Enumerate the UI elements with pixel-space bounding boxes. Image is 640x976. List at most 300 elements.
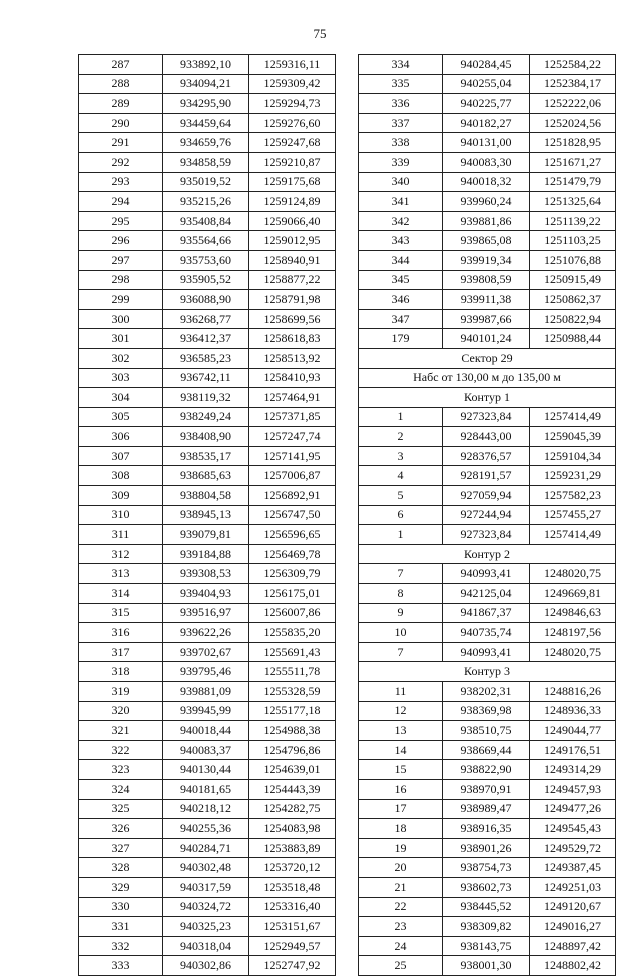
y-coordinate: 1254988,38 (249, 721, 336, 741)
table-row (359, 309, 616, 329)
y-coordinate: 1256469,78 (249, 544, 336, 564)
point-number: 343 (359, 231, 443, 251)
y-coordinate: 1251479,79 (530, 172, 616, 192)
table-row (79, 662, 336, 682)
table-row (359, 858, 616, 878)
y-coordinate: 1259247,68 (249, 133, 336, 153)
y-coordinate: 1252747,92 (249, 956, 336, 976)
x-coordinate: 940318,04 (163, 936, 249, 956)
section-heading-row (359, 388, 616, 408)
point-number: 323 (79, 760, 163, 780)
y-coordinate: 1257582,23 (530, 486, 616, 506)
y-coordinate: 1252222,06 (530, 94, 616, 114)
table-row (79, 721, 336, 741)
x-coordinate: 939404,93 (163, 584, 249, 604)
x-coordinate: 940182,27 (443, 113, 530, 133)
x-coordinate: 940083,30 (443, 152, 530, 172)
y-coordinate: 1259309,42 (249, 74, 336, 94)
table-row (359, 152, 616, 172)
y-coordinate: 1249016,27 (530, 917, 616, 937)
x-coordinate: 938408,90 (163, 427, 249, 447)
point-number: 299 (79, 290, 163, 310)
y-coordinate: 1259012,95 (249, 231, 336, 251)
table-row (79, 956, 336, 976)
table-row (79, 819, 336, 839)
point-number: 20 (359, 858, 443, 878)
x-coordinate: 939911,38 (443, 290, 530, 310)
table-row (79, 211, 336, 231)
x-coordinate: 938669,44 (443, 740, 530, 760)
x-coordinate: 940018,44 (163, 721, 249, 741)
x-coordinate: 938685,63 (163, 466, 249, 486)
x-coordinate: 927323,84 (443, 525, 530, 545)
x-coordinate: 934295,90 (163, 94, 249, 114)
x-coordinate: 940735,74 (443, 623, 530, 643)
point-number: 293 (79, 172, 163, 192)
point-number: 15 (359, 760, 443, 780)
y-coordinate: 1258699,56 (249, 309, 336, 329)
table-row (359, 877, 616, 897)
y-coordinate: 1249044,77 (530, 721, 616, 741)
x-coordinate: 934858,59 (163, 152, 249, 172)
table-row (359, 172, 616, 192)
point-number: 304 (79, 388, 163, 408)
y-coordinate: 1257247,74 (249, 427, 336, 447)
y-coordinate: 1248020,75 (530, 642, 616, 662)
y-coordinate: 1254639,01 (249, 760, 336, 780)
point-number: 288 (79, 74, 163, 94)
y-coordinate: 1259276,60 (249, 113, 336, 133)
y-coordinate: 1259175,68 (249, 172, 336, 192)
y-coordinate: 1250862,37 (530, 290, 616, 310)
y-coordinate: 1254282,75 (249, 799, 336, 819)
point-number: 4 (359, 466, 443, 486)
x-coordinate: 938143,75 (443, 936, 530, 956)
x-coordinate: 938369,98 (443, 701, 530, 721)
table-row (359, 466, 616, 486)
table-row (359, 525, 616, 545)
table-row (79, 329, 336, 349)
point-number: 309 (79, 486, 163, 506)
y-coordinate: 1248897,42 (530, 936, 616, 956)
point-number: 17 (359, 799, 443, 819)
x-coordinate: 938754,73 (443, 858, 530, 878)
point-number: 8 (359, 584, 443, 604)
point-number: 344 (359, 250, 443, 270)
table-row (79, 309, 336, 329)
x-coordinate: 939184,88 (163, 544, 249, 564)
y-coordinate: 1257414,49 (530, 407, 616, 427)
table-row (359, 94, 616, 114)
x-coordinate: 935905,52 (163, 270, 249, 290)
section-heading: Контур 3 (359, 662, 616, 682)
point-number: 333 (79, 956, 163, 976)
x-coordinate: 936268,77 (163, 309, 249, 329)
x-coordinate: 940130,44 (163, 760, 249, 780)
table-row (359, 799, 616, 819)
point-number: 3 (359, 446, 443, 466)
y-coordinate: 1249477,26 (530, 799, 616, 819)
point-number: 25 (359, 956, 443, 976)
point-number: 310 (79, 505, 163, 525)
section-heading: Набс от 130,00 м до 135,00 м (359, 368, 616, 388)
table-row (79, 779, 336, 799)
x-coordinate: 936088,90 (163, 290, 249, 310)
table-row (79, 466, 336, 486)
point-number: 23 (359, 917, 443, 937)
point-number: 1 (359, 525, 443, 545)
table-row (359, 133, 616, 153)
table-row (359, 642, 616, 662)
table-row (79, 133, 336, 153)
x-coordinate: 940325,23 (163, 917, 249, 937)
x-coordinate: 935753,60 (163, 250, 249, 270)
point-number: 320 (79, 701, 163, 721)
table-row (359, 505, 616, 525)
y-coordinate: 1257455,27 (530, 505, 616, 525)
table-row (79, 858, 336, 878)
y-coordinate: 1249120,67 (530, 897, 616, 917)
y-coordinate: 1257464,91 (249, 388, 336, 408)
x-coordinate: 935215,26 (163, 192, 249, 212)
point-number: 335 (359, 74, 443, 94)
table-row (79, 701, 336, 721)
y-coordinate: 1259231,29 (530, 466, 616, 486)
x-coordinate: 940218,12 (163, 799, 249, 819)
x-coordinate: 936412,37 (163, 329, 249, 349)
point-number: 296 (79, 231, 163, 251)
point-number: 341 (359, 192, 443, 212)
y-coordinate: 1252584,22 (530, 55, 616, 75)
point-number: 324 (79, 779, 163, 799)
point-number: 301 (79, 329, 163, 349)
x-coordinate: 938970,91 (443, 779, 530, 799)
table-row (79, 623, 336, 643)
y-coordinate: 1249669,81 (530, 584, 616, 604)
y-coordinate: 1258877,22 (249, 270, 336, 290)
y-coordinate: 1251828,95 (530, 133, 616, 153)
table-row (359, 956, 616, 976)
x-coordinate: 940302,86 (163, 956, 249, 976)
x-coordinate: 938119,32 (163, 388, 249, 408)
point-number: 5 (359, 486, 443, 506)
point-number: 292 (79, 152, 163, 172)
x-coordinate: 939795,46 (163, 662, 249, 682)
y-coordinate: 1256007,86 (249, 603, 336, 623)
x-coordinate: 940993,41 (443, 564, 530, 584)
table-row (359, 917, 616, 937)
x-coordinate: 940181,65 (163, 779, 249, 799)
x-coordinate: 938510,75 (443, 721, 530, 741)
page-number: 75 (313, 26, 327, 41)
x-coordinate: 936742,11 (163, 368, 249, 388)
point-number: 326 (79, 819, 163, 839)
y-coordinate: 1249314,29 (530, 760, 616, 780)
table-row (359, 936, 616, 956)
point-number: 19 (359, 838, 443, 858)
point-number: 11 (359, 682, 443, 702)
y-coordinate: 1253883,89 (249, 838, 336, 858)
y-coordinate: 1251076,88 (530, 250, 616, 270)
table-row (79, 172, 336, 192)
x-coordinate: 934659,76 (163, 133, 249, 153)
point-number: 331 (79, 917, 163, 937)
table-row (359, 427, 616, 447)
table-row (359, 74, 616, 94)
point-number: 325 (79, 799, 163, 819)
y-coordinate: 1256747,50 (249, 505, 336, 525)
y-coordinate: 1252024,56 (530, 113, 616, 133)
table-row (359, 701, 616, 721)
point-number: 290 (79, 113, 163, 133)
y-coordinate: 1259066,40 (249, 211, 336, 231)
table-row (359, 290, 616, 310)
point-number: 330 (79, 897, 163, 917)
table-row (359, 270, 616, 290)
table-row (79, 152, 336, 172)
y-coordinate: 1249846,63 (530, 603, 616, 623)
point-number: 305 (79, 407, 163, 427)
x-coordinate: 940284,71 (163, 838, 249, 858)
table-row (79, 936, 336, 956)
table-row (359, 838, 616, 858)
table-row (79, 368, 336, 388)
x-coordinate: 939987,66 (443, 309, 530, 329)
table-row (79, 505, 336, 525)
point-number: 313 (79, 564, 163, 584)
x-coordinate: 940225,77 (443, 94, 530, 114)
coordinates-table-left (78, 54, 336, 976)
x-coordinate: 939865,08 (443, 231, 530, 251)
x-coordinate: 928191,57 (443, 466, 530, 486)
table-row (79, 564, 336, 584)
y-coordinate: 1251671,27 (530, 152, 616, 172)
x-coordinate: 935564,66 (163, 231, 249, 251)
x-coordinate: 935408,84 (163, 211, 249, 231)
point-number: 328 (79, 858, 163, 878)
y-coordinate: 1254443,39 (249, 779, 336, 799)
x-coordinate: 933892,10 (163, 55, 249, 75)
point-number: 287 (79, 55, 163, 75)
point-number: 1 (359, 407, 443, 427)
point-number: 329 (79, 877, 163, 897)
point-number: 327 (79, 838, 163, 858)
point-number: 297 (79, 250, 163, 270)
y-coordinate: 1256309,79 (249, 564, 336, 584)
x-coordinate: 927323,84 (443, 407, 530, 427)
point-number: 7 (359, 564, 443, 584)
y-coordinate: 1259045,39 (530, 427, 616, 447)
x-coordinate: 938249,24 (163, 407, 249, 427)
table-row (79, 407, 336, 427)
table-row (79, 348, 336, 368)
y-coordinate: 1259210,87 (249, 152, 336, 172)
x-coordinate: 940255,04 (443, 74, 530, 94)
table-row (359, 564, 616, 584)
x-coordinate: 938916,35 (443, 819, 530, 839)
point-number: 322 (79, 740, 163, 760)
table-row (359, 682, 616, 702)
x-coordinate: 938602,73 (443, 877, 530, 897)
y-coordinate: 1257414,49 (530, 525, 616, 545)
table-row (79, 799, 336, 819)
y-coordinate: 1255835,20 (249, 623, 336, 643)
point-number: 291 (79, 133, 163, 153)
table-row (79, 486, 336, 506)
point-number: 2 (359, 427, 443, 447)
section-heading-row (359, 368, 616, 388)
point-number: 336 (359, 94, 443, 114)
y-coordinate: 1259124,89 (249, 192, 336, 212)
x-coordinate: 938309,82 (443, 917, 530, 937)
table-row (359, 407, 616, 427)
y-coordinate: 1248020,75 (530, 564, 616, 584)
point-number: 18 (359, 819, 443, 839)
y-coordinate: 1253151,67 (249, 917, 336, 937)
table-row (79, 270, 336, 290)
x-coordinate: 939808,59 (443, 270, 530, 290)
point-number: 302 (79, 348, 163, 368)
section-heading: Контур 2 (359, 544, 616, 564)
x-coordinate: 934094,21 (163, 74, 249, 94)
y-coordinate: 1255328,59 (249, 682, 336, 702)
section-heading-row (359, 544, 616, 564)
table-row (79, 113, 336, 133)
x-coordinate: 940018,32 (443, 172, 530, 192)
table-row (359, 231, 616, 251)
y-coordinate: 1257141,95 (249, 446, 336, 466)
point-number: 7 (359, 642, 443, 662)
table-row (359, 113, 616, 133)
x-coordinate: 939516,97 (163, 603, 249, 623)
y-coordinate: 1254796,86 (249, 740, 336, 760)
x-coordinate: 938535,17 (163, 446, 249, 466)
x-coordinate: 940324,72 (163, 897, 249, 917)
x-coordinate: 940101,24 (443, 329, 530, 349)
y-coordinate: 1258618,83 (249, 329, 336, 349)
point-number: 315 (79, 603, 163, 623)
x-coordinate: 939881,09 (163, 682, 249, 702)
point-number: 321 (79, 721, 163, 741)
y-coordinate: 1257371,85 (249, 407, 336, 427)
y-coordinate: 1252384,17 (530, 74, 616, 94)
table-row (79, 94, 336, 114)
x-coordinate: 939079,81 (163, 525, 249, 545)
x-coordinate: 938945,13 (163, 505, 249, 525)
table-row (79, 427, 336, 447)
table-row (79, 642, 336, 662)
y-coordinate: 1258940,91 (249, 250, 336, 270)
y-coordinate: 1256892,91 (249, 486, 336, 506)
point-number: 347 (359, 309, 443, 329)
point-number: 6 (359, 505, 443, 525)
table-row (79, 250, 336, 270)
table-row (359, 486, 616, 506)
x-coordinate: 940317,59 (163, 877, 249, 897)
section-heading: Контур 1 (359, 388, 616, 408)
table-row (79, 682, 336, 702)
y-coordinate: 1249545,43 (530, 819, 616, 839)
y-coordinate: 1249176,51 (530, 740, 616, 760)
table-row (79, 603, 336, 623)
table-row (79, 877, 336, 897)
y-coordinate: 1249529,72 (530, 838, 616, 858)
y-coordinate: 1253518,48 (249, 877, 336, 897)
x-coordinate: 936585,23 (163, 348, 249, 368)
x-coordinate: 928376,57 (443, 446, 530, 466)
table-row (359, 446, 616, 466)
table-row (79, 838, 336, 858)
y-coordinate: 1248197,56 (530, 623, 616, 643)
x-coordinate: 939945,99 (163, 701, 249, 721)
point-number: 346 (359, 290, 443, 310)
point-number: 319 (79, 682, 163, 702)
x-coordinate: 935019,52 (163, 172, 249, 192)
y-coordinate: 1250988,44 (530, 329, 616, 349)
point-number: 332 (79, 936, 163, 956)
point-number: 295 (79, 211, 163, 231)
x-coordinate: 940284,45 (443, 55, 530, 75)
y-coordinate: 1248802,42 (530, 956, 616, 976)
point-number: 340 (359, 172, 443, 192)
y-coordinate: 1258791,98 (249, 290, 336, 310)
x-coordinate: 940131,00 (443, 133, 530, 153)
table-row (359, 584, 616, 604)
point-number: 339 (359, 152, 443, 172)
point-number: 179 (359, 329, 443, 349)
table-row (79, 917, 336, 937)
x-coordinate: 938804,58 (163, 486, 249, 506)
point-number: 311 (79, 525, 163, 545)
table-row (359, 760, 616, 780)
x-coordinate: 938822,90 (443, 760, 530, 780)
table-row (359, 819, 616, 839)
point-number: 22 (359, 897, 443, 917)
table-row (79, 231, 336, 251)
table-row (359, 55, 616, 75)
point-number: 342 (359, 211, 443, 231)
x-coordinate: 940302,48 (163, 858, 249, 878)
y-coordinate: 1258410,93 (249, 368, 336, 388)
point-number: 307 (79, 446, 163, 466)
table-row (359, 329, 616, 349)
point-number: 294 (79, 192, 163, 212)
y-coordinate: 1252949,57 (249, 936, 336, 956)
table-row (79, 290, 336, 310)
point-number: 12 (359, 701, 443, 721)
section-heading-row (359, 662, 616, 682)
y-coordinate: 1249387,45 (530, 858, 616, 878)
x-coordinate: 939919,34 (443, 250, 530, 270)
point-number: 318 (79, 662, 163, 682)
point-number: 14 (359, 740, 443, 760)
x-coordinate: 938989,47 (443, 799, 530, 819)
table-row (79, 388, 336, 408)
point-number: 316 (79, 623, 163, 643)
x-coordinate: 940993,41 (443, 642, 530, 662)
y-coordinate: 1255177,18 (249, 701, 336, 721)
point-number: 337 (359, 113, 443, 133)
y-coordinate: 1259104,34 (530, 446, 616, 466)
x-coordinate: 938001,30 (443, 956, 530, 976)
point-number: 10 (359, 623, 443, 643)
point-number: 16 (359, 779, 443, 799)
point-number: 298 (79, 270, 163, 290)
section-heading: Сектор 29 (359, 348, 616, 368)
y-coordinate: 1259316,11 (249, 55, 336, 75)
table-row (359, 211, 616, 231)
table-row (79, 544, 336, 564)
